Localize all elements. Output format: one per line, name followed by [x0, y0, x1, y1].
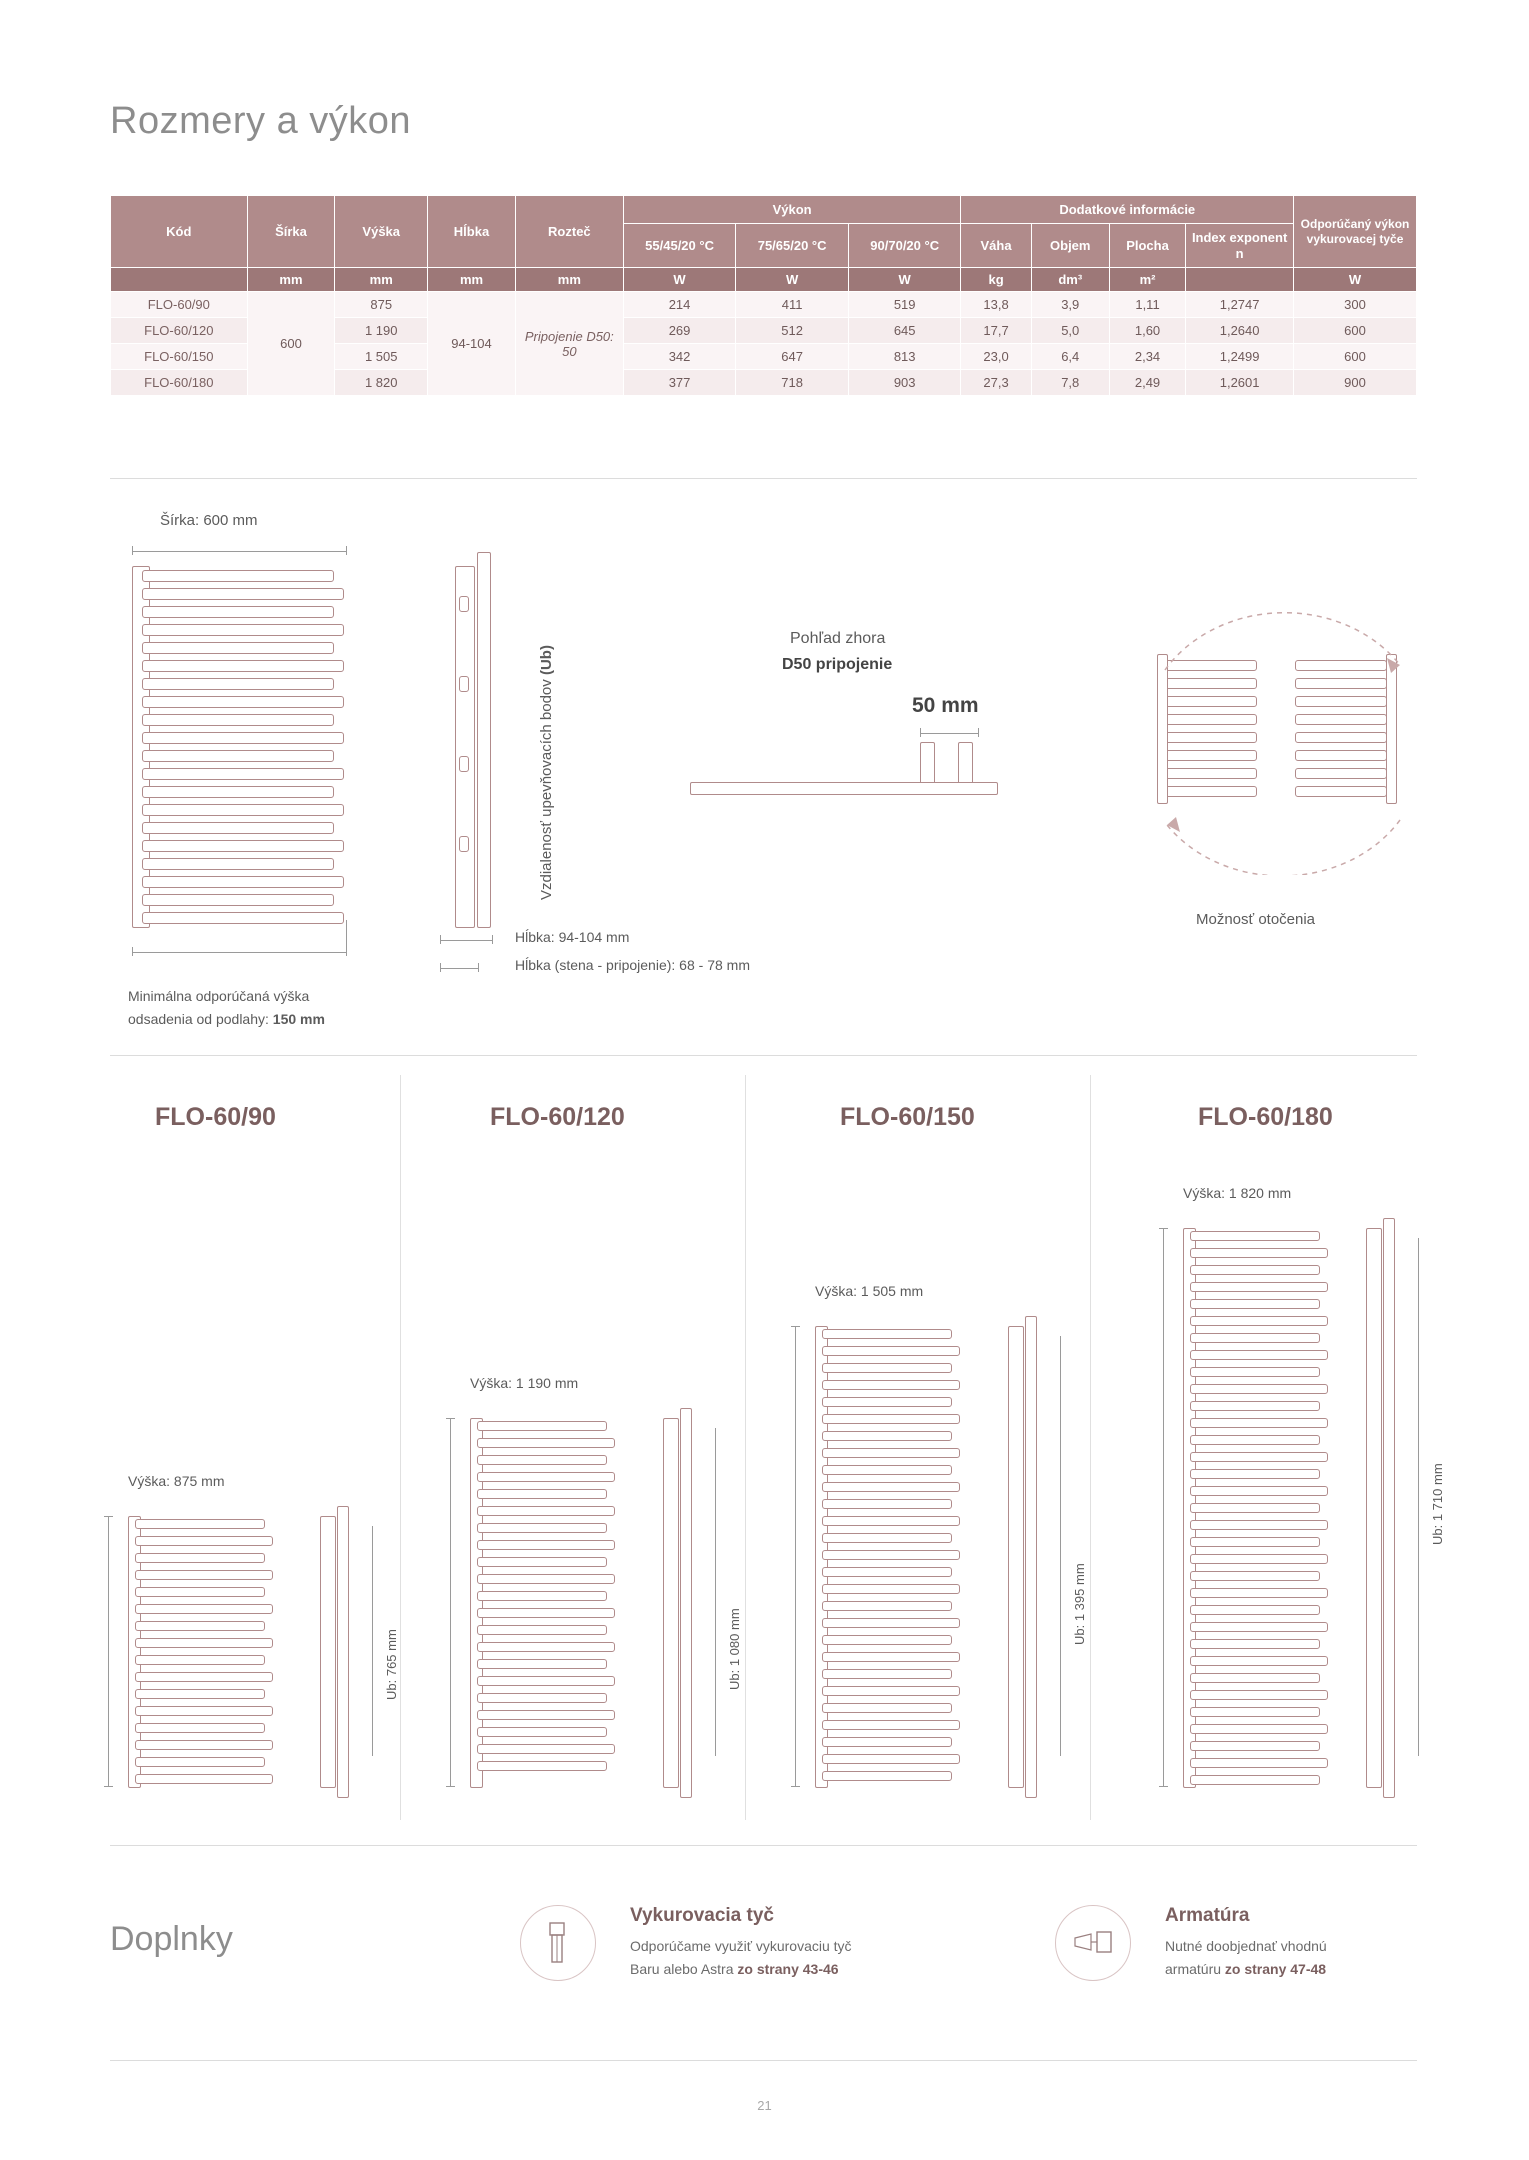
d50-tick-right [978, 728, 979, 737]
variant-3-height-label: Výška: 1 505 mm [815, 1283, 924, 1299]
cell-hlbka: 94-104 [428, 292, 516, 396]
variant-3-tick-bottom [791, 1786, 800, 1787]
unit-tyc: W [1294, 268, 1417, 292]
variant-bar [822, 1635, 952, 1645]
variant-title-1: FLO-60/90 [155, 1103, 276, 1131]
floor-offset-line2: odsadenia od podlahy: 150 mm [128, 1011, 325, 1027]
radiator-side-profile [477, 552, 491, 928]
accessory-1-heading: Vykurovacia tyč [630, 1905, 774, 1926]
cell-vaha: 23,0 [961, 344, 1031, 370]
th-sirka: Šírka [247, 196, 335, 268]
radiator-bar [142, 786, 334, 798]
variant-bar [477, 1608, 615, 1618]
variant-bar [1190, 1231, 1320, 1241]
variant-bar [477, 1489, 607, 1499]
variant-4-tick-top [1159, 1228, 1168, 1229]
floor-offset-tick-left [132, 947, 133, 956]
variant-bar [1190, 1265, 1320, 1275]
cell-plocha: 2,34 [1109, 344, 1185, 370]
variant-bar [477, 1557, 607, 1567]
radiator-side-bracket [459, 596, 469, 612]
width-dim-tick-left [132, 546, 133, 555]
radiator-bar [142, 732, 344, 744]
variant-4-front [1183, 1228, 1333, 1786]
variant-bar [1190, 1520, 1328, 1530]
variant-bar [1190, 1724, 1328, 1734]
variant-2-side [663, 1408, 699, 1796]
radiator-bar [142, 912, 344, 924]
accessory-1-line1: Odporúčame využiť vykurovaciu tyč [630, 1938, 852, 1954]
variant-bar [822, 1754, 960, 1764]
depth-tick-1b [492, 935, 493, 944]
variant-bar [1190, 1384, 1328, 1394]
cell-tyc: 600 [1294, 318, 1417, 344]
variant-bar [477, 1693, 607, 1703]
variant-bar [822, 1703, 952, 1713]
radiator-front-view [132, 566, 347, 926]
variant-bar [822, 1346, 960, 1356]
variant-bar [822, 1737, 952, 1747]
cell-vyska: 1 820 [335, 370, 428, 396]
variant-4-side-manifold [1366, 1228, 1382, 1788]
variant-bar [1190, 1486, 1328, 1496]
variant-bar [477, 1574, 615, 1584]
unit-plocha: m² [1109, 268, 1185, 292]
variant-bar [1190, 1758, 1328, 1768]
variant-bar [135, 1638, 273, 1648]
variant-bar [822, 1482, 960, 1492]
variant-bar [1190, 1435, 1320, 1445]
variant-bar [822, 1771, 952, 1781]
radiator-bar [142, 660, 344, 672]
variant-bar [1190, 1316, 1328, 1326]
cell-objem: 5,0 [1031, 318, 1109, 344]
floor-offset-dim-line [132, 952, 346, 953]
variant-bar [822, 1329, 952, 1339]
radiator-bar [142, 840, 344, 852]
radiator-bar [142, 678, 334, 690]
cell-tyc: 900 [1294, 370, 1417, 396]
floor-offset-line1: Minimálna odporúčaná výška [128, 988, 310, 1004]
variant-bar [1190, 1690, 1328, 1700]
cell-w75: 512 [736, 318, 849, 344]
variant-bar [477, 1455, 607, 1465]
accessory-2-line2 [1165, 1959, 1326, 1980]
th-75: 75/65/20 °C [736, 224, 849, 268]
variant-bar [822, 1669, 952, 1679]
variant-bar [822, 1516, 960, 1526]
cell-vyska: 1 190 [335, 318, 428, 344]
cell-index: 1,2747 [1186, 292, 1294, 318]
unit-75: W [736, 268, 849, 292]
variant-bar [1190, 1418, 1328, 1428]
variant-bar [135, 1536, 273, 1546]
accessory-2-line2-plain: armatúru [1165, 1961, 1225, 1977]
variant-1-side-profile [337, 1506, 349, 1798]
variant-title-2: FLO-60/120 [490, 1103, 625, 1131]
cell-w90: 903 [848, 370, 961, 396]
d50-tick-left [920, 728, 921, 737]
variant-bar [135, 1689, 265, 1699]
variant-1-tick-top [104, 1516, 113, 1517]
cell-vaha: 27,3 [961, 370, 1031, 396]
variant-4-height-label: Výška: 1 820 mm [1183, 1185, 1292, 1201]
variant-bar [1190, 1503, 1320, 1513]
accessory-1-line2 [630, 1959, 839, 1980]
unit-sirka: mm [247, 268, 335, 292]
accessory-1-line2-bold: zo strany 43-46 [737, 1961, 839, 1977]
th-group-odporucany: Odporúčaný výkon vykurovacej tyče [1294, 196, 1417, 268]
unit-55: W [623, 268, 736, 292]
variant-bar [1190, 1571, 1320, 1581]
radiator-bar [142, 696, 344, 708]
variant-bar [135, 1621, 265, 1631]
th-index: Index exponent n [1186, 224, 1294, 268]
variant-1-ub-dim [372, 1526, 373, 1756]
variant-bar [822, 1380, 960, 1390]
radiator-bar [142, 606, 334, 618]
unit-index [1186, 268, 1294, 292]
variant-1-height-label: Výška: 875 mm [128, 1473, 225, 1489]
variant-3-front [815, 1326, 965, 1786]
variant-1-ub-label: Ub: 765 mm [384, 1629, 399, 1700]
th-objem: Objem [1031, 224, 1109, 268]
th-group-dodatkove: Dodatkové informácie [961, 196, 1294, 224]
variant-bar [822, 1601, 952, 1611]
divider-footer [110, 2060, 1417, 2061]
specs-table [110, 195, 1417, 396]
variant-bar [1190, 1248, 1328, 1258]
cell-w55: 377 [623, 370, 736, 396]
variant-bar [1190, 1282, 1328, 1292]
th-kod: Kód [111, 196, 248, 268]
variant-bar [477, 1676, 615, 1686]
cell-tyc: 600 [1294, 344, 1417, 370]
variant-bar [477, 1625, 607, 1635]
th-hlbka: Hĺbka [428, 196, 516, 268]
radiator-bar [142, 804, 344, 816]
width-dim-line [132, 551, 346, 552]
radiator-side-bracket [459, 676, 469, 692]
radiator-bar [142, 588, 344, 600]
variant-bar [135, 1570, 273, 1580]
variant-bar [822, 1363, 952, 1373]
variant-bar [1190, 1401, 1320, 1411]
d50-connector-left [920, 742, 935, 784]
radiator-side-manifold [455, 566, 475, 928]
heating-rod-icon [542, 1922, 574, 1964]
variant-bar [822, 1652, 960, 1662]
variant-bar [477, 1540, 615, 1550]
variant-bar [1190, 1588, 1328, 1598]
variant-bar [822, 1533, 952, 1543]
variant-separator-3 [1090, 1075, 1091, 1820]
accessories-title: Doplnky [110, 1920, 233, 1958]
th-plocha: Plocha [1109, 224, 1185, 268]
variant-3-ub-dim [1060, 1336, 1061, 1756]
radiator-bar [142, 642, 334, 654]
cell-objem: 7,8 [1031, 370, 1109, 396]
depth-dim-line-1 [440, 940, 492, 941]
variant-bar [822, 1397, 952, 1407]
th-vyska: Výška [335, 196, 428, 268]
variant-bar [477, 1591, 607, 1601]
accessory-2-heading: Armatúra [1165, 1905, 1250, 1926]
radiator-bar [142, 822, 334, 834]
unit-roztec: mm [515, 268, 623, 292]
cell-vyska: 875 [335, 292, 428, 318]
radiator-side-bracket [459, 836, 469, 852]
variant-bar [135, 1706, 273, 1716]
variant-bar [135, 1740, 273, 1750]
variant-2-ub-label: Ub: 1 080 mm [727, 1608, 742, 1690]
variant-bar [1190, 1673, 1320, 1683]
variant-2-height-label: Výška: 1 190 mm [470, 1375, 579, 1391]
unit-vaha: kg [961, 268, 1031, 292]
cell-w90: 645 [848, 318, 961, 344]
cell-plocha: 2,49 [1109, 370, 1185, 396]
rotation-arrows-icon [1135, 610, 1435, 875]
depth-label-1: Hĺbka: 94-104 mm [515, 929, 630, 945]
variant-bar [477, 1659, 607, 1669]
variant-bar [135, 1587, 265, 1597]
variant-bar [1190, 1707, 1320, 1717]
depth-dim-line-2 [440, 968, 478, 969]
variant-bar [1190, 1469, 1320, 1479]
variant-bar [477, 1472, 615, 1482]
radiator-side-view [455, 566, 500, 926]
variant-bar [822, 1584, 960, 1594]
rotation-label: Možnosť otočenia [1196, 911, 1316, 928]
variant-bar [135, 1519, 265, 1529]
unit-vyska: mm [335, 268, 428, 292]
cell-tyc: 300 [1294, 292, 1417, 318]
cell-plocha: 1,11 [1109, 292, 1185, 318]
cell-kod: FLO-60/180 [111, 370, 248, 396]
variant-bar [822, 1686, 960, 1696]
cell-w90: 813 [848, 344, 961, 370]
topview-wall-bar [690, 782, 998, 795]
page-number: 21 [757, 2098, 772, 2113]
cell-vaha: 13,8 [961, 292, 1031, 318]
cell-index: 1,2499 [1186, 344, 1294, 370]
sirka-label: Šírka: 600 mm [160, 512, 258, 529]
variant-bar [1190, 1554, 1328, 1564]
variant-bar [1190, 1656, 1328, 1666]
variant-bar [822, 1448, 960, 1458]
topview-label-1: Pohľad zhora [790, 630, 886, 647]
topview-label-2: D50 pripojenie [782, 656, 893, 673]
variant-4-ub-dim [1418, 1238, 1419, 1756]
radiator-manifold-left [132, 566, 150, 928]
variant-bar [822, 1431, 952, 1441]
variant-bar [1190, 1537, 1320, 1547]
cell-plocha: 1,60 [1109, 318, 1185, 344]
unit-90: W [848, 268, 961, 292]
radiator-bar [142, 750, 334, 762]
unit-hlbka: mm [428, 268, 516, 292]
valve-icon [1073, 1928, 1115, 1958]
variant-2-height-dim [450, 1418, 451, 1786]
variant-bar [135, 1723, 265, 1733]
th-vaha: Váha [961, 224, 1031, 268]
variant-bar [135, 1553, 265, 1563]
accessory-heating-rod [520, 1900, 940, 2010]
variant-bar [822, 1499, 952, 1509]
depth-tick-2b [478, 963, 479, 972]
variant-bar [477, 1506, 615, 1516]
th-55: 55/45/20 °C [623, 224, 736, 268]
variant-4-ub-label: Ub: 1 710 mm [1430, 1463, 1445, 1545]
cell-w90: 519 [848, 292, 961, 318]
cell-index: 1,2601 [1186, 370, 1294, 396]
radiator-bar [142, 876, 344, 888]
variant-bar [477, 1727, 607, 1737]
cell-w75: 647 [736, 344, 849, 370]
variant-bar [1190, 1367, 1320, 1377]
cell-w75: 411 [736, 292, 849, 318]
depth-tick-1a [440, 935, 441, 944]
variant-bar [135, 1604, 273, 1614]
accessory-2-line2-bold: zo strany 47-48 [1224, 1961, 1327, 1977]
radiator-bar [142, 570, 334, 582]
variant-bar [135, 1655, 265, 1665]
variant-1-side [320, 1506, 356, 1796]
cell-objem: 6,4 [1031, 344, 1109, 370]
unit-objem: dm³ [1031, 268, 1109, 292]
table-row [111, 292, 1417, 318]
variant-bar [1190, 1741, 1320, 1751]
variant-bar [1190, 1622, 1328, 1632]
variant-2-front [470, 1418, 620, 1786]
variant-bar [822, 1465, 952, 1475]
variant-bar [822, 1567, 952, 1577]
variant-separator-1 [400, 1075, 401, 1820]
variant-bar [477, 1710, 615, 1720]
variant-2-tick-top [446, 1418, 455, 1419]
th-90: 90/70/20 °C [848, 224, 961, 268]
variant-bar [822, 1720, 960, 1730]
cell-w55: 214 [623, 292, 736, 318]
cell-w55: 342 [623, 344, 736, 370]
variant-bar [477, 1523, 607, 1533]
variant-bar [822, 1414, 960, 1424]
accessory-2-line1: Nutné doobjednať vhodnú [1165, 1938, 1327, 1954]
th-group-vykon: Výkon [623, 196, 961, 224]
variant-bar [1190, 1452, 1328, 1462]
divider-mid [110, 1055, 1417, 1056]
variant-1-front [128, 1516, 278, 1786]
radiator-bar [142, 768, 344, 780]
variant-bar [477, 1421, 607, 1431]
cell-kod: FLO-60/90 [111, 292, 248, 318]
floor-offset-vert [346, 920, 347, 955]
variant-3-side-profile [1025, 1316, 1037, 1798]
variant-bar [1190, 1299, 1320, 1309]
variant-bar [1190, 1775, 1320, 1785]
cell-index: 1,2640 [1186, 318, 1294, 344]
variant-bar [135, 1774, 273, 1784]
cell-sirka: 600 [247, 292, 335, 396]
d50-connector-right [958, 742, 973, 784]
variant-1-tick-bottom [104, 1786, 113, 1787]
cell-kod: FLO-60/150 [111, 344, 248, 370]
cell-kod: FLO-60/120 [111, 318, 248, 344]
variant-4-side [1366, 1218, 1402, 1796]
depth-tick-2a [440, 963, 441, 972]
radiator-bar [142, 858, 334, 870]
variant-bar [477, 1642, 615, 1652]
variant-bar [1190, 1639, 1320, 1649]
ub-vertical-text: Vzdialenosť upevňovacích bodov (Ub) [538, 645, 555, 900]
variant-1-height-dim [108, 1516, 109, 1786]
width-dim-tick-right [346, 546, 347, 555]
variant-bar [135, 1757, 265, 1767]
divider-bottom [110, 1845, 1417, 1846]
th-roztec: Rozteč [515, 196, 623, 268]
cell-vaha: 17,7 [961, 318, 1031, 344]
cell-w75: 718 [736, 370, 849, 396]
cell-vyska: 1 505 [335, 344, 428, 370]
variant-3-ub-label: Ub: 1 395 mm [1072, 1563, 1087, 1645]
variant-title-3: FLO-60/150 [840, 1103, 975, 1131]
variant-3-side [1008, 1316, 1044, 1796]
variant-bar [1190, 1350, 1328, 1360]
variant-bar [477, 1744, 615, 1754]
variant-3-height-dim [795, 1326, 796, 1786]
radiator-bar [142, 714, 334, 726]
accessory-valve [1055, 1900, 1475, 2010]
variant-bar [1190, 1333, 1320, 1343]
accessory-1-line2-plain: Baru alebo Astra [630, 1961, 738, 1977]
variant-2-side-manifold [663, 1418, 679, 1788]
variant-bar [1190, 1605, 1320, 1615]
variant-title-4: FLO-60/180 [1198, 1103, 1333, 1131]
variant-1-side-manifold [320, 1516, 336, 1788]
variant-3-tick-top [791, 1326, 800, 1327]
variant-bar [822, 1618, 960, 1628]
ub-vertical-label [538, 645, 555, 900]
radiator-side-bracket [459, 756, 469, 772]
variant-4-height-dim [1163, 1228, 1164, 1786]
radiator-bar [142, 894, 334, 906]
variant-2-ub-dim [715, 1428, 716, 1756]
cell-roztec: Pripojenie D50: 50 [515, 292, 623, 396]
variant-4-tick-bottom [1159, 1786, 1168, 1787]
variant-bar [477, 1761, 607, 1771]
page-title: Rozmery a výkon [110, 100, 412, 142]
variant-2-tick-bottom [446, 1786, 455, 1787]
d50-dim-line [920, 733, 978, 734]
d50-label: 50 mm [912, 694, 979, 717]
depth-label-2: Hĺbka (stena - pripojenie): 68 - 78 mm [515, 957, 750, 973]
variant-4-side-profile [1383, 1218, 1395, 1798]
unit-kod [111, 268, 248, 292]
variant-bar [822, 1550, 960, 1560]
cell-w55: 269 [623, 318, 736, 344]
radiator-bar [142, 624, 344, 636]
variant-bar [477, 1438, 615, 1448]
divider-top [110, 478, 1417, 479]
variant-bar [135, 1672, 273, 1682]
variant-3-side-manifold [1008, 1326, 1024, 1788]
variant-2-side-profile [680, 1408, 692, 1798]
cell-objem: 3,9 [1031, 292, 1109, 318]
variant-separator-2 [745, 1075, 746, 1820]
